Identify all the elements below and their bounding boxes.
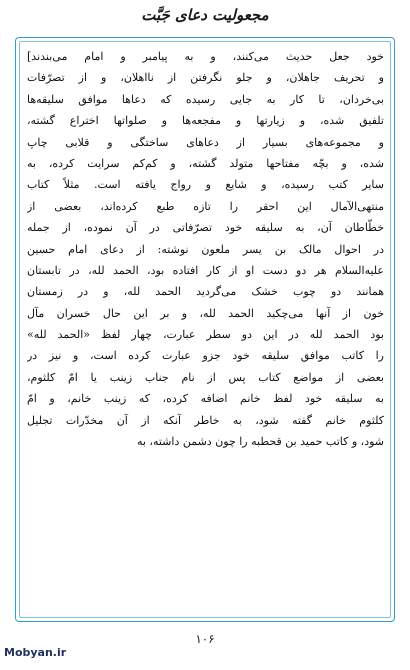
- text-line: در احوال مالک بن یسر ملعون نوشته: از دعای امام حسین: [27, 242, 384, 256]
- text-line: تلفیق شده، و زیارتها و مفجعه‌ها و صلواتها اختراع گشته،: [27, 114, 384, 128]
- text-line: را کاتب موافق سلیقه خود جزو عبارت کرده است، و نیز در: [27, 349, 384, 363]
- text-line: شود، و کاتب حمید بن قحطبه را چون دشمن داشته، به: [136, 435, 384, 449]
- text-line: خون از آنها می‌چکید الحمد لله، و بر این حال خسران مآل: [27, 306, 384, 320]
- site-watermark: Mobyan.ir: [4, 646, 67, 659]
- text-line: و تحریف جاهلان، و جلو نگرفتن از نااهلان، و از تصرّفات: [27, 71, 384, 85]
- text-line: علیه‌السلام هر دو دست او از کار افتاده بود، الحمد لله، در تابستان: [27, 263, 384, 277]
- text-line: خطّاطان آن، به سلیقه خود تصرّفاتی در آن نموده، از جمله: [27, 221, 384, 235]
- page-header-title: مجعولیت دعای جَبَّت: [141, 6, 269, 24]
- text-line: به سلیقه خود لفظ خانم اضافه کرده، که زینب خانم، و امّ: [27, 392, 384, 406]
- text-line: و مجموعه‌های بسیار از دعاهای ساختگی و قلابی چاپ: [27, 135, 384, 149]
- text-line: همانند دو چوب خشک می‌گردید الحمد لله، و در زمستان: [27, 285, 384, 299]
- text-line: بی‌خردان، تا کار به جایی رسیده که دعاها موافق سلیقه‌ها: [27, 92, 384, 106]
- text-line: بود الحمد لله در این دو سطر عبارت، چهار لفظ «الحمد لله»: [27, 328, 384, 342]
- text-line: شده، و بچّه مفتاحها متولد گشته، و کم‌کم سرایت کرده، به: [27, 156, 384, 170]
- page-number: ۱۰۶: [195, 632, 215, 646]
- text-line: بعضی از مواضع کتاب پس از نام جناب زینب یا امّ کلثوم،: [27, 370, 384, 384]
- body-text: [27, 46, 384, 452]
- text-line: سایر کتب رسیده، و شایع و رواج یافته است. مثلاً کتاب: [27, 178, 384, 192]
- text-line: خود جعل حدیث می‌کنند، و به پیامبر و امام می‌بندند]: [27, 50, 384, 63]
- text-line: کلثوم خانم گفته شود، به خاطر آنکه از آن مخدّرات تجلیل: [27, 413, 384, 427]
- text-line: منتهی‌الآمال این احقر را تازه طبع کرده‌اند، بعضی از: [27, 199, 384, 213]
